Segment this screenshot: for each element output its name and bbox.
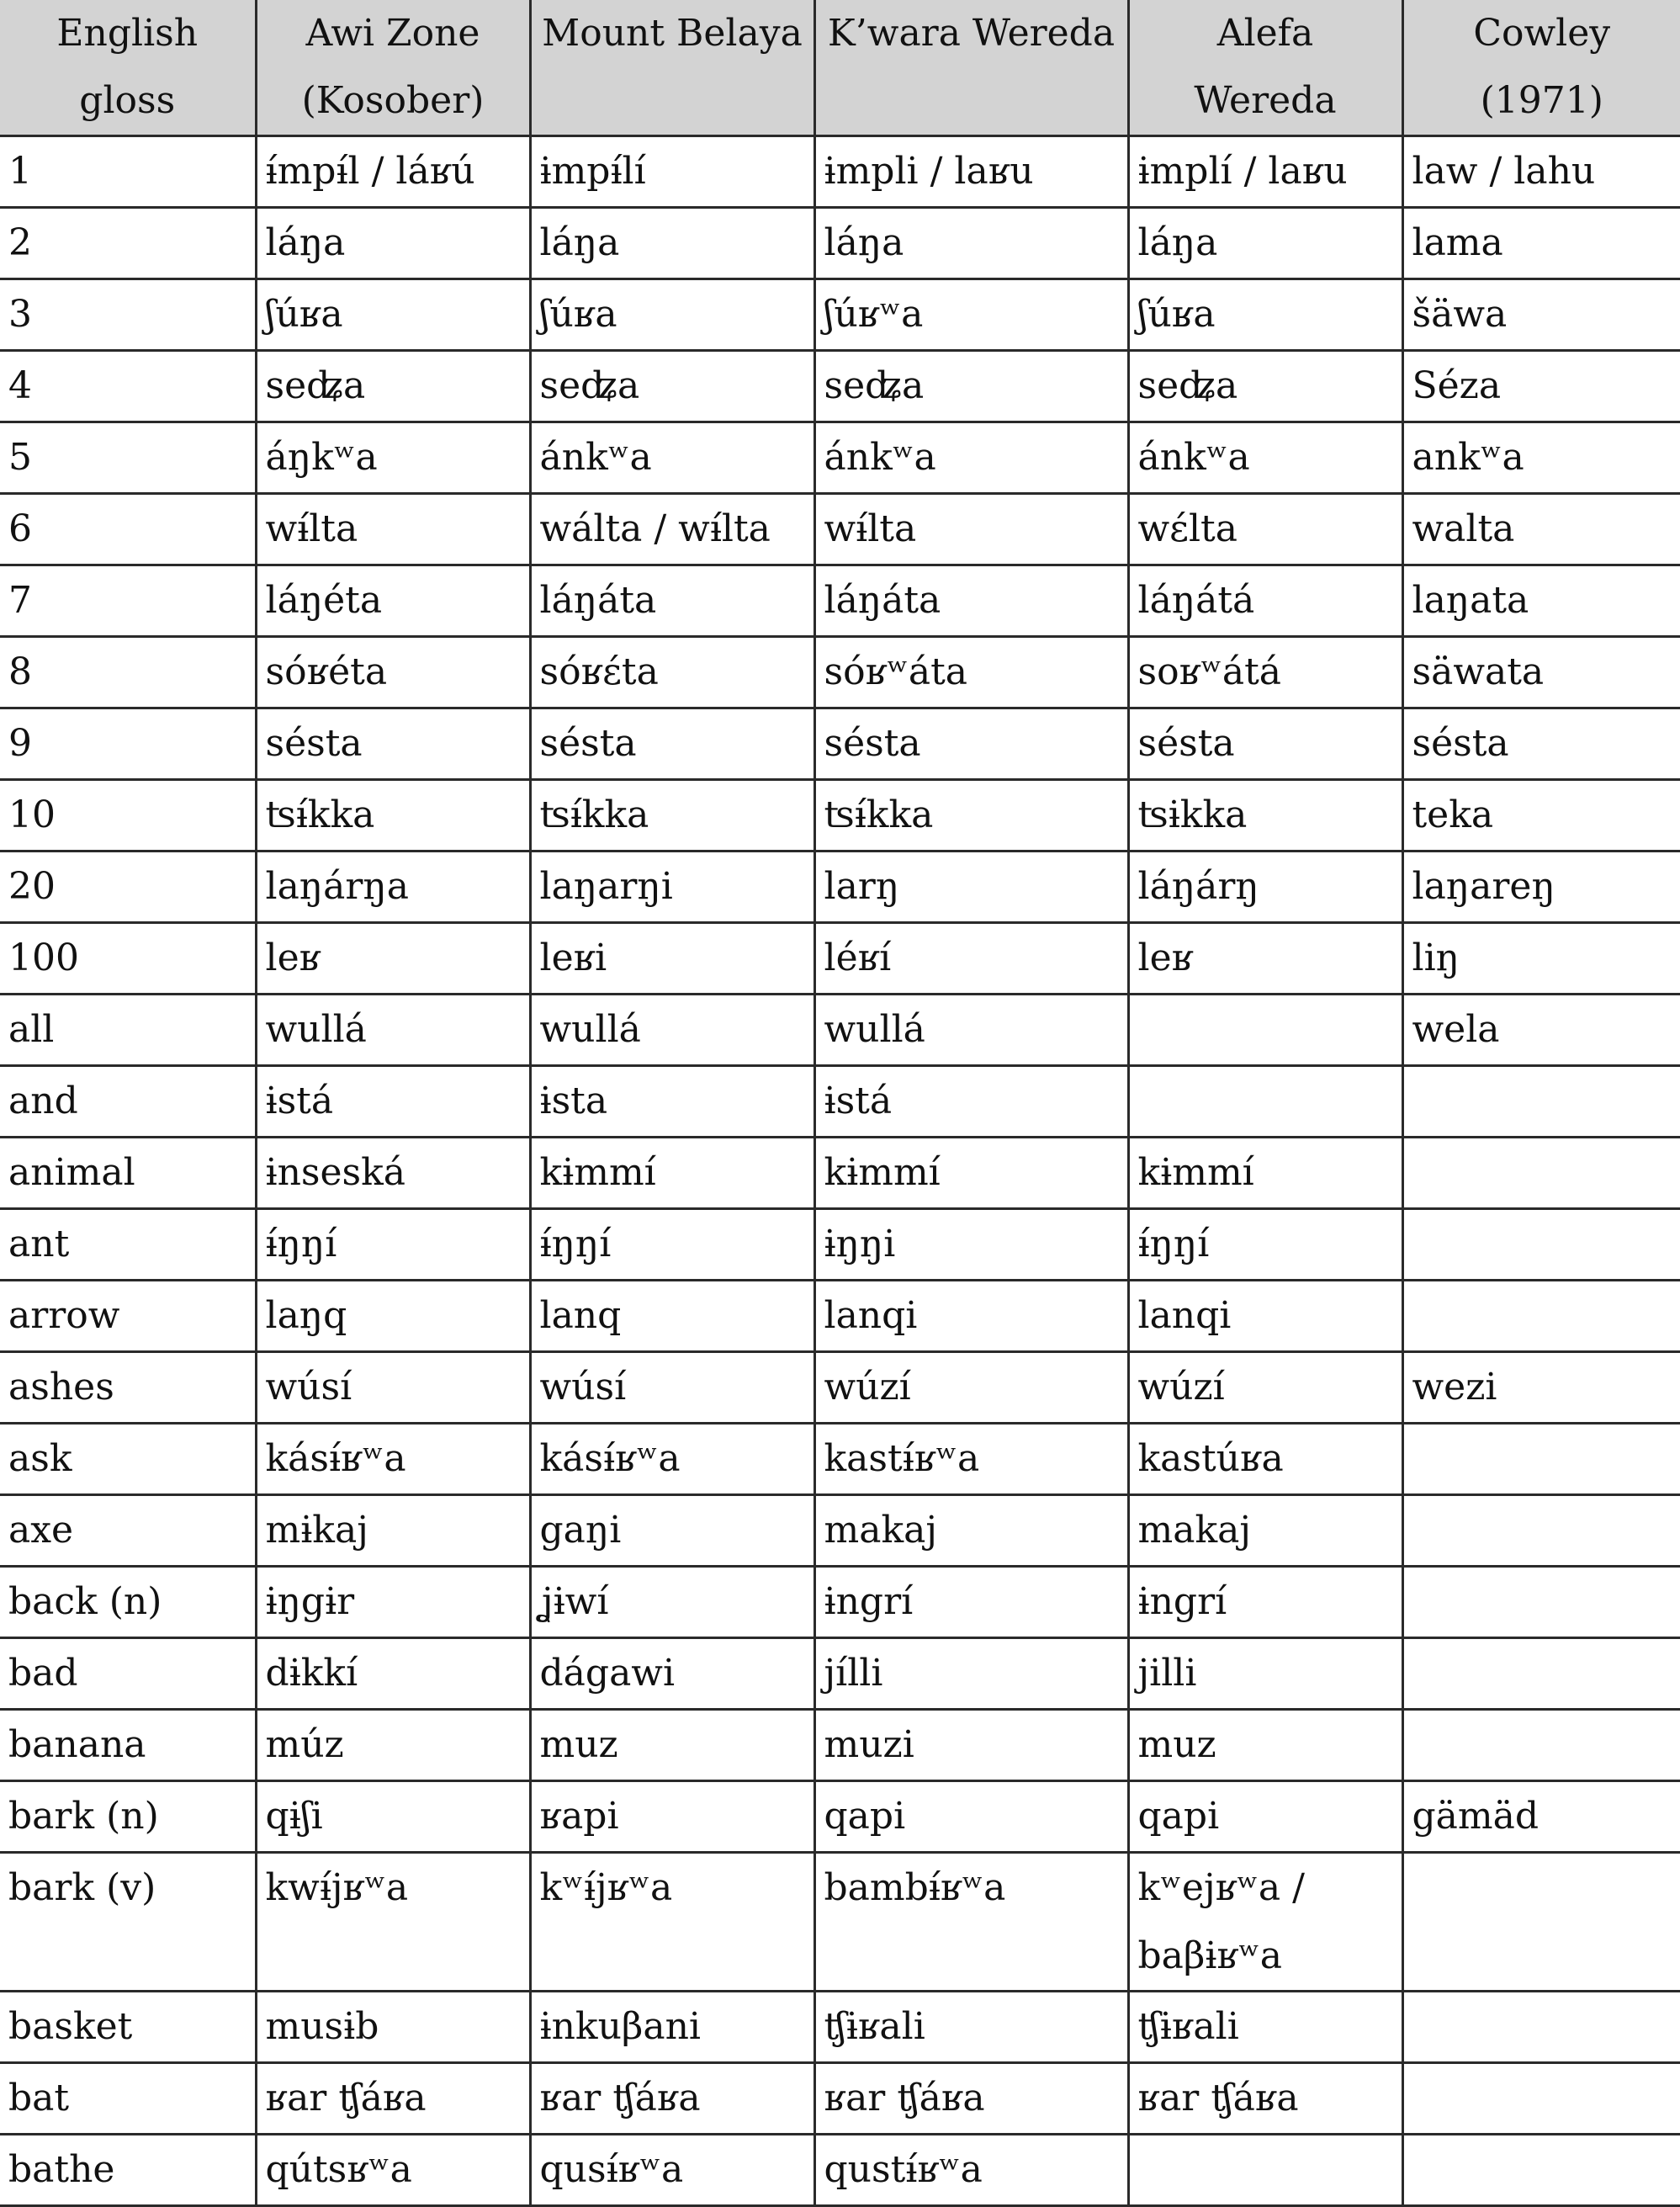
awi-zone-cell: seʥa (256, 351, 530, 422)
gloss-cell: 20 (0, 851, 256, 923)
alefa-wereda-cell: seʥa (1128, 351, 1402, 422)
awi-zone-cell: qɨʃi (256, 1781, 530, 1853)
kwara-wereda-cell: wɨ́lta (814, 494, 1128, 565)
mount-belaya-cell: ʁar ʧáʁa (530, 2063, 814, 2135)
cowley-cell (1402, 2063, 1680, 2135)
kwara-wereda-cell: ʁar ʧáʁa (814, 2063, 1128, 2135)
table-row (0, 1281, 1680, 1352)
kwara-wereda-cell: seʥa (814, 351, 1128, 422)
alefa-wereda-cell: kɨmmí (1128, 1138, 1402, 1209)
header-row (0, 0, 1680, 136)
alefa-wereda-cell: ʧɨʁali (1128, 1992, 1402, 2063)
gloss-cell: 3 (0, 279, 256, 351)
kwara-wereda-cell: sésta (814, 708, 1128, 780)
kwara-wereda-cell: láŋa (814, 208, 1128, 279)
cowley-cell (1402, 1424, 1680, 1495)
kwara-wereda-cell: ɨstá (814, 1066, 1128, 1138)
gloss-cell: banana (0, 1710, 256, 1781)
table-row (0, 565, 1680, 637)
table-row (0, 1567, 1680, 1638)
kwara-wereda-cell: kastɨ́ʁʷa (814, 1424, 1128, 1495)
header-mount-belaya: Mount Belaya (530, 0, 814, 136)
kwara-wereda-cell: lanqi (814, 1281, 1128, 1352)
table-row (0, 708, 1680, 780)
mount-belaya-cell: seʥa (530, 351, 814, 422)
alefa-wereda-cell: ɨmplí / laʁu (1128, 136, 1402, 208)
mount-belaya-cell: ʁapi (530, 1781, 814, 1853)
mount-belaya-cell: kásɨ́ʁʷa (530, 1424, 814, 1495)
awi-zone-cell: ɨ́mpɨ́l / láʁú (256, 136, 530, 208)
cowley-cell (1402, 2135, 1680, 2206)
awi-zone-cell: musɨb (256, 1992, 530, 2063)
alefa-wereda-cell: qapi (1128, 1781, 1402, 1853)
alefa-wereda-cell: ɨ́ŋŋí (1128, 1209, 1402, 1281)
table-row (0, 2135, 1680, 2206)
alefa-wereda-cell: ʦɨkka (1128, 780, 1402, 851)
alefa-wereda-cell: ánkʷa (1128, 422, 1402, 494)
mount-belaya-cell: wullá (530, 995, 814, 1066)
awi-zone-cell: wullá (256, 995, 530, 1066)
alefa-wereda-cell: wúzí (1128, 1352, 1402, 1424)
table-body (0, 136, 1680, 2206)
mount-belaya-cell: láŋa (530, 208, 814, 279)
awi-zone-cell: qútsʁʷa (256, 2135, 530, 2206)
table-row (0, 351, 1680, 422)
mount-belaya-cell: láŋáta (530, 565, 814, 637)
gloss-cell: bark (n) (0, 1781, 256, 1853)
alefa-wereda-cell: soʁʷátá (1128, 637, 1402, 708)
awi-zone-cell: sésta (256, 708, 530, 780)
gloss-cell: basket (0, 1992, 256, 2063)
gloss-cell: ask (0, 1424, 256, 1495)
cowley-cell: wela (1402, 995, 1680, 1066)
alefa-wereda-cell: jilli (1128, 1638, 1402, 1710)
awi-zone-cell: láŋéta (256, 565, 530, 637)
awi-zone-cell: ʦɨ́kka (256, 780, 530, 851)
kwara-wereda-cell: léʁí (814, 923, 1128, 995)
kwara-wereda-cell: qapi (814, 1781, 1128, 1853)
alefa-wereda-cell: lanqi (1128, 1281, 1402, 1352)
cowley-cell (1402, 1138, 1680, 1209)
awi-zone-cell: ɨstá (256, 1066, 530, 1138)
table-row (0, 1352, 1680, 1424)
awi-zone-cell: laŋq (256, 1281, 530, 1352)
gloss-cell: 9 (0, 708, 256, 780)
awi-zone-cell: ʃúʁa (256, 279, 530, 351)
gloss-cell: 2 (0, 208, 256, 279)
table-row (0, 1853, 1680, 1992)
mount-belaya-cell: gaŋi (530, 1495, 814, 1567)
mount-belaya-cell: wálta / wɨ́lta (530, 494, 814, 565)
kwara-wereda-cell: ɨŋŋi (814, 1209, 1128, 1281)
alefa-wereda-cell: láŋátá (1128, 565, 1402, 637)
cowley-cell: Séza (1402, 351, 1680, 422)
cowley-cell: ankʷa (1402, 422, 1680, 494)
mount-belaya-cell: wúsí (530, 1352, 814, 1424)
awi-zone-cell: laŋárŋa (256, 851, 530, 923)
alefa-wereda-cell: makaj (1128, 1495, 1402, 1567)
header-cowley-1971: Cowley (1971) (1402, 0, 1680, 136)
gloss-cell: axe (0, 1495, 256, 1567)
table-row (0, 1209, 1680, 1281)
alefa-wereda-cell: kastúʁa (1128, 1424, 1402, 1495)
awi-zone-cell: wúsí (256, 1352, 530, 1424)
cowley-cell (1402, 1281, 1680, 1352)
table-row (0, 2063, 1680, 2135)
alefa-wereda-cell (1128, 2135, 1402, 2206)
awi-zone-cell: láŋa (256, 208, 530, 279)
mount-belaya-cell: sésta (530, 708, 814, 780)
kwara-wereda-cell: ʧɨʁali (814, 1992, 1128, 2063)
mount-belaya-cell: ɨmpɨ́lí (530, 136, 814, 208)
alefa-wereda-cell: láŋárŋ (1128, 851, 1402, 923)
cowley-cell: liŋ (1402, 923, 1680, 995)
cowley-cell: gämäd (1402, 1781, 1680, 1853)
gloss-cell: bark (v) (0, 1853, 256, 1992)
cowley-cell: laŋareŋ (1402, 851, 1680, 923)
table-row (0, 1710, 1680, 1781)
cowley-cell: walta (1402, 494, 1680, 565)
cowley-cell (1402, 1992, 1680, 2063)
kwara-wereda-cell: jílli (814, 1638, 1128, 1710)
header-awi-zone: Awi Zone (Kosober) (256, 0, 530, 136)
mount-belaya-cell: ʦɨ́kka (530, 780, 814, 851)
mount-belaya-cell: ánkʷa (530, 422, 814, 494)
table-row (0, 1992, 1680, 2063)
gloss-cell: all (0, 995, 256, 1066)
mount-belaya-cell: leʁi (530, 923, 814, 995)
table-row (0, 279, 1680, 351)
gloss-cell: 8 (0, 637, 256, 708)
alefa-wereda-cell: wɛ́lta (1128, 494, 1402, 565)
cowley-cell (1402, 1638, 1680, 1710)
table-row (0, 851, 1680, 923)
cowley-cell: sésta (1402, 708, 1680, 780)
kwara-wereda-cell: muzi (814, 1710, 1128, 1781)
cowley-cell (1402, 1710, 1680, 1781)
awi-zone-cell: kásɨ́ʁʷa (256, 1424, 530, 1495)
table-row (0, 1424, 1680, 1495)
kwara-wereda-cell: ʦɨ́kka (814, 780, 1128, 851)
kwara-wereda-cell: qustɨ́ʁʷa (814, 2135, 1128, 2206)
table-row (0, 1495, 1680, 1567)
header-alefa-wereda: Alefa Wereda (1128, 0, 1402, 136)
cowley-cell (1402, 1066, 1680, 1138)
table-row (0, 1138, 1680, 1209)
mount-belaya-cell: muz (530, 1710, 814, 1781)
table-row (0, 422, 1680, 494)
kwara-wereda-cell: makaj (814, 1495, 1128, 1567)
mount-belaya-cell: sóʁɛ́ta (530, 637, 814, 708)
kwara-wereda-cell: ʃúʁʷa (814, 279, 1128, 351)
awi-zone-cell: wɨ́lta (256, 494, 530, 565)
cowley-cell: teka (1402, 780, 1680, 851)
mount-belaya-cell: lanq (530, 1281, 814, 1352)
mount-belaya-cell: qusɨ́ʁʷa (530, 2135, 814, 2206)
table-row (0, 1781, 1680, 1853)
cowley-cell: šäwa (1402, 279, 1680, 351)
kwara-wereda-cell: ɨmpli / laʁu (814, 136, 1128, 208)
gloss-cell: 5 (0, 422, 256, 494)
alefa-wereda-cell: ʁar ʧáʁa (1128, 2063, 1402, 2135)
cowley-cell: laŋata (1402, 565, 1680, 637)
kwara-wereda-cell: wúzí (814, 1352, 1128, 1424)
kwara-wereda-cell: kɨmmí (814, 1138, 1128, 1209)
gloss-cell: 100 (0, 923, 256, 995)
kwara-wereda-cell: ánkʷa (814, 422, 1128, 494)
table-row (0, 208, 1680, 279)
awi-zone-cell: ɨnseská (256, 1138, 530, 1209)
header-english-gloss: English gloss (0, 0, 256, 136)
cowley-cell (1402, 1853, 1680, 1992)
alefa-wereda-cell (1128, 995, 1402, 1066)
gloss-cell: bat (0, 2063, 256, 2135)
kwara-wereda-cell: ɨngrí (814, 1567, 1128, 1638)
awi-zone-cell: leʁ (256, 923, 530, 995)
awi-zone-cell: ɨŋgɨr (256, 1567, 530, 1638)
awi-zone-cell: mɨkaj (256, 1495, 530, 1567)
alefa-wereda-cell: sésta (1128, 708, 1402, 780)
kwara-wereda-cell: bambɨ́ʁʷa (814, 1853, 1128, 1992)
cowley-cell: säwata (1402, 637, 1680, 708)
cowley-cell: lama (1402, 208, 1680, 279)
gloss-cell: arrow (0, 1281, 256, 1352)
kwara-wereda-cell: larŋ (814, 851, 1128, 923)
alefa-wereda-cell: ɨngrí (1128, 1567, 1402, 1638)
gloss-cell: 4 (0, 351, 256, 422)
mount-belaya-cell: ɨ́ŋŋí (530, 1209, 814, 1281)
alefa-wereda-cell: kʷejʁʷa / baβɨʁʷa (1128, 1853, 1402, 1992)
mount-belaya-cell: laŋarŋi (530, 851, 814, 923)
mount-belaya-cell: kʷɨ́jʁʷa (530, 1853, 814, 1992)
mount-belaya-cell: ʃúʁa (530, 279, 814, 351)
alefa-wereda-cell: leʁ (1128, 923, 1402, 995)
cowley-cell (1402, 1209, 1680, 1281)
gloss-cell: back (n) (0, 1567, 256, 1638)
kwara-wereda-cell: sóʁʷáta (814, 637, 1128, 708)
gloss-cell: ant (0, 1209, 256, 1281)
alefa-wereda-cell: ʃúʁa (1128, 279, 1402, 351)
table-row (0, 995, 1680, 1066)
table-row (0, 136, 1680, 208)
awi-zone-cell: áŋkʷa (256, 422, 530, 494)
gloss-cell: 1 (0, 136, 256, 208)
table-row (0, 637, 1680, 708)
table-row (0, 1066, 1680, 1138)
awi-zone-cell: ɨ́ŋŋí (256, 1209, 530, 1281)
gloss-cell: 7 (0, 565, 256, 637)
gloss-cell: 6 (0, 494, 256, 565)
kwara-wereda-cell: láŋáta (814, 565, 1128, 637)
table-row (0, 494, 1680, 565)
cowley-cell: law / lahu (1402, 136, 1680, 208)
gloss-cell: 10 (0, 780, 256, 851)
header-kwara-wereda: K’wara Wereda (814, 0, 1128, 136)
awi-zone-cell: ʁar ʧáʁa (256, 2063, 530, 2135)
awi-zone-cell: kwɨ́jʁʷa (256, 1853, 530, 1992)
cowley-cell (1402, 1567, 1680, 1638)
gloss-cell: bathe (0, 2135, 256, 2206)
mount-belaya-cell: kɨmmí (530, 1138, 814, 1209)
gloss-cell: animal (0, 1138, 256, 1209)
awi-zone-cell: sóʁéta (256, 637, 530, 708)
table-row (0, 780, 1680, 851)
kwara-wereda-cell: wullá (814, 995, 1128, 1066)
alefa-wereda-cell (1128, 1066, 1402, 1138)
gloss-cell: ashes (0, 1352, 256, 1424)
mount-belaya-cell: ɨsta (530, 1066, 814, 1138)
cowley-cell (1402, 1495, 1680, 1567)
mount-belaya-cell: ɨnkuβani (530, 1992, 814, 2063)
awi-zone-cell: dɨkkí (256, 1638, 530, 1710)
gloss-cell: and (0, 1066, 256, 1138)
mount-belaya-cell: dágawi (530, 1638, 814, 1710)
table-row (0, 923, 1680, 995)
alefa-wereda-cell: láŋa (1128, 208, 1402, 279)
table-row (0, 1638, 1680, 1710)
alefa-wereda-cell: muz (1128, 1710, 1402, 1781)
mount-belaya-cell: ʝɨwí (530, 1567, 814, 1638)
awi-zone-cell: múz (256, 1710, 530, 1781)
gloss-cell: bad (0, 1638, 256, 1710)
cowley-cell: wezi (1402, 1352, 1680, 1424)
